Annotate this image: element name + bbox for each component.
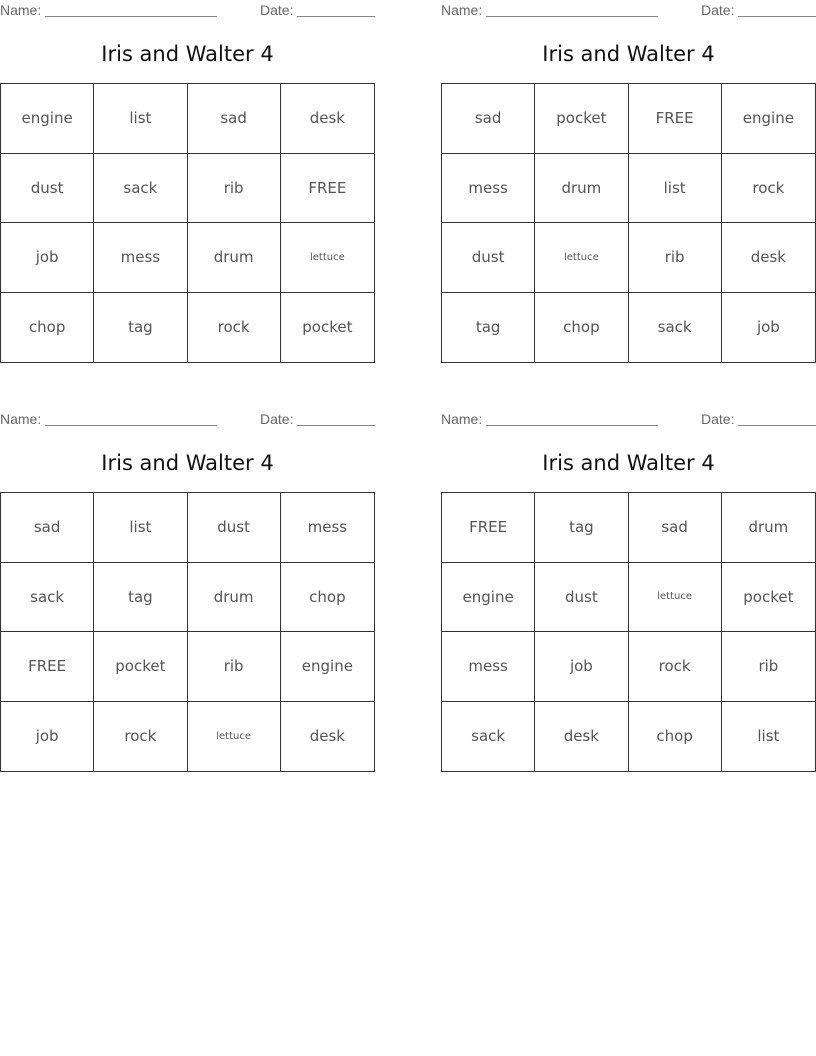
card-title: Iris and Walter 4 — [542, 42, 715, 66]
name-label: Name: — [441, 411, 483, 427]
card-title: Iris and Walter 4 — [542, 451, 715, 475]
grid-cell: drum — [722, 493, 815, 563]
grid-cell: pocket — [94, 632, 187, 702]
grid-cell: lettuce — [535, 223, 628, 293]
grid-cell: lettuce — [629, 563, 722, 633]
grid-cell: tag — [94, 293, 187, 363]
grid-cell: sack — [442, 702, 535, 772]
grid-cell: pocket — [302, 318, 353, 337]
grid-cell: engine — [442, 563, 535, 633]
grid-cell: desk — [722, 223, 815, 293]
grid-cell: FREE — [629, 84, 722, 154]
grid-cell: rock — [188, 293, 281, 363]
name-date-line — [441, 411, 816, 429]
grid-cell: list — [94, 84, 187, 154]
grid-cell: desk — [281, 84, 374, 154]
grid-cell: chop — [629, 702, 722, 772]
date-field[interactable] — [738, 2, 816, 17]
name-date-line — [441, 2, 816, 20]
grid-cell: sad — [1, 493, 94, 563]
grid-cell: chop — [1, 293, 94, 363]
grid-cell: rib — [188, 632, 281, 702]
card-title: Iris and Walter 4 — [101, 42, 274, 66]
grid-cell: pocket — [535, 84, 628, 154]
date-label: Date: — [260, 2, 294, 18]
grid-cell: tag — [535, 493, 628, 563]
grid-cell: sack — [629, 293, 722, 363]
grid-cell: rock — [629, 632, 722, 702]
name-field[interactable] — [486, 411, 658, 426]
grid-cell: sack — [1, 563, 94, 633]
grid-cell: mess — [94, 223, 187, 293]
grid-cell: lettuce — [281, 223, 374, 293]
grid-cell: FREE — [442, 493, 535, 563]
grid-cell: dust — [442, 223, 535, 293]
date-field[interactable] — [738, 411, 816, 426]
name-field[interactable] — [45, 2, 217, 17]
grid-cell: list — [757, 727, 780, 746]
name-label: Name: — [0, 2, 42, 18]
grid-cell: lettuce — [188, 702, 281, 772]
grid-cell: rock — [94, 702, 187, 772]
bingo-card — [0, 0, 375, 375]
grid-cell: mess — [442, 154, 535, 224]
bingo-card — [441, 0, 816, 375]
name-label: Name: — [0, 411, 42, 427]
grid-cell: chop — [535, 293, 628, 363]
name-field[interactable] — [45, 411, 217, 426]
grid-cell: drum — [188, 223, 281, 293]
grid-cell: engine — [1, 84, 94, 154]
grid-cell: engine — [281, 632, 374, 702]
grid-cell: FREE — [281, 154, 374, 224]
bingo-grid — [0, 83, 375, 363]
grid-cell: engine — [722, 84, 815, 154]
grid-cell: job — [756, 318, 780, 337]
bingo-grid — [441, 83, 816, 363]
grid-cell: sad — [629, 493, 722, 563]
grid-cell: rib — [629, 223, 722, 293]
date-label: Date: — [701, 2, 735, 18]
grid-cell: rock — [722, 154, 815, 224]
grid-cell: sad — [442, 84, 535, 154]
grid-cell: chop — [281, 563, 374, 633]
name-field[interactable] — [486, 2, 658, 17]
grid-cell: desk — [309, 727, 345, 746]
grid-cell: pocket — [722, 563, 815, 633]
grid-cell: job — [535, 632, 628, 702]
bingo-card — [0, 409, 375, 784]
name-date-line — [0, 411, 375, 429]
grid-cell: FREE — [1, 632, 94, 702]
grid-cell: rib — [722, 632, 815, 702]
date-field[interactable] — [297, 411, 375, 426]
grid-cell: mess — [442, 632, 535, 702]
bingo-grid — [0, 492, 375, 772]
grid-cell: list — [629, 154, 722, 224]
grid-cell: tag — [94, 563, 187, 633]
grid-cell: drum — [188, 563, 281, 633]
date-label: Date: — [260, 411, 294, 427]
grid-cell: dust — [188, 493, 281, 563]
grid-cell: mess — [281, 493, 374, 563]
grid-cell: tag — [442, 293, 535, 363]
date-field[interactable] — [297, 2, 375, 17]
grid-cell: sad — [188, 84, 281, 154]
grid-cell: job — [1, 702, 94, 772]
grid-cell: drum — [535, 154, 628, 224]
grid-cell: list — [94, 493, 187, 563]
grid-cell: desk — [535, 702, 628, 772]
bingo-card — [441, 409, 816, 784]
grid-cell: rib — [188, 154, 281, 224]
bingo-grid — [441, 492, 816, 772]
name-date-line — [0, 2, 375, 20]
grid-cell: dust — [535, 563, 628, 633]
grid-cell: sack — [94, 154, 187, 224]
grid-cell: job — [1, 223, 94, 293]
card-title: Iris and Walter 4 — [101, 451, 274, 475]
grid-cell: dust — [1, 154, 94, 224]
date-label: Date: — [701, 411, 735, 427]
name-label: Name: — [441, 2, 483, 18]
